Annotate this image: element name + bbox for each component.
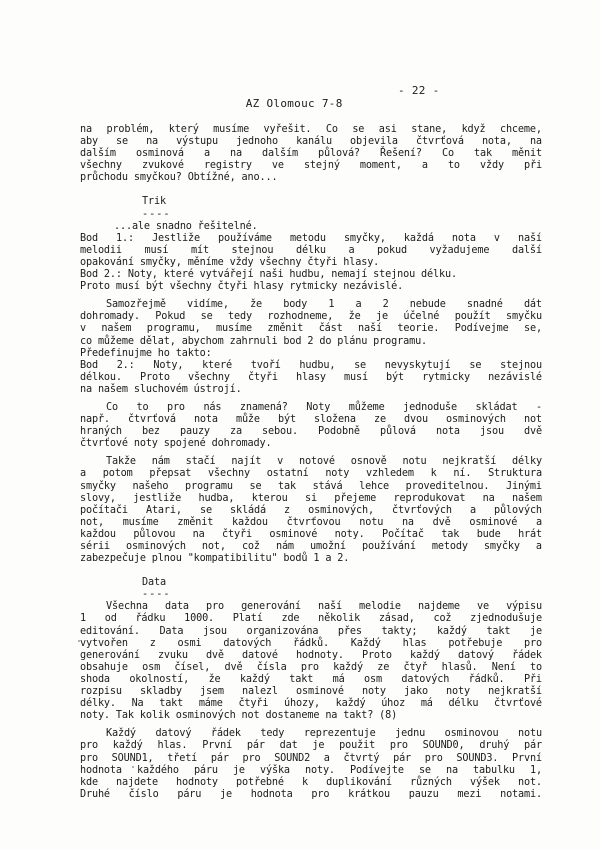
text-line: Samozřejmě vidíme, že body 1 a 2 nebude snadné dát <box>106 299 542 311</box>
text-line: not, musíme změnit každou čtvrťovou notu na dvě osminové a <box>80 516 542 528</box>
page-number: - 22 - <box>398 84 440 97</box>
heading-underline: ---- <box>142 589 171 601</box>
text-line: pro SOUND1, třetí pár pro SOUND2 a čtvrtý pár pro SOUND3. První <box>80 752 542 764</box>
text-line: v našem programu, musíme změnit část naší teorie. Podívejme se, <box>80 323 542 335</box>
text-line: generování zvuku dvě datové hodnoty. Proto každý datový řádek <box>80 649 542 661</box>
text-line: co můžeme dělat, abychom zahrnuli bod 2 do plánu programu. <box>80 335 428 347</box>
scan-speck <box>78 640 80 642</box>
text-line: obsahuje osm čísel, dvě čísla pro každý ze čtyř hlasů. Není to <box>80 661 542 673</box>
text-line: aby se na výstupu jednoho kanálu objevila čtvrťová nota, na <box>80 136 542 148</box>
text-line: délky. Na takt máme čtyři úhozy, každý úhoz má délku čtvrťové <box>80 698 542 710</box>
text-line: sérii osminových not, což nám umožní používání metody smyčky a <box>80 541 542 552</box>
text-line: opakování smyčky, měníme vždy všechny čtyři hlasy. <box>80 256 380 268</box>
text-line: a potom přepsat všechny ostatní noty vzhledem k ní. Struktura <box>80 468 542 480</box>
text-line: pro každý hlas. První pár dat je použit pro SOUND0, druhý pár <box>80 740 542 752</box>
document-body <box>80 124 542 801</box>
text-line: na našem sluchovém ústrojí. <box>80 383 242 395</box>
text-line: Druhé číslo páru je hodnota pro krátkou pauzu mezi notami. <box>80 788 542 800</box>
paragraph <box>80 299 542 396</box>
text-line: zabezpečuje plnou "kompatibilitu" bodů 1 a 2. <box>80 553 350 565</box>
text-line: 1 od řádku 1000. Platí zde několik zásad, což zjednodušuje <box>80 613 542 625</box>
text-line: délkou. Proto všechny čtyři hlasy musí být rytmicky nezávislé <box>80 371 542 383</box>
paragraph <box>80 402 542 450</box>
text-line: Všechna data pro generování naší melodie najdeme ve výpisu <box>106 601 542 613</box>
paragraph <box>80 456 542 565</box>
paragraph <box>80 728 542 801</box>
text-line: rozpisu skladby jsem nalezl osminové noty jako noty nejkratší <box>80 686 542 698</box>
text-line: hraných bez pauzy za sebou. Podobně půlová nota jsou dvě <box>80 426 542 438</box>
text-line: Bod 2.: Noty, které vytvářejí naši hudbu, nemají stejnou délku. <box>80 269 457 281</box>
text-line: smyčky našeho programu se tak stává lehce proveditelnou. Jinými <box>80 480 542 492</box>
section-heading: Trik <box>142 196 166 208</box>
section-gap <box>80 184 542 196</box>
text-line: Předefinujme ho takto: <box>80 347 212 359</box>
heading-underline: ---- <box>142 208 171 220</box>
text-line: počítači Atari, se skládá z osminových, čtvrťových a půlových <box>80 504 542 516</box>
text-line: vytvořen z osmi datových řádků. Každý hlas potřebuje pro <box>80 637 542 649</box>
text-line: každou půlovou na čtyři osminové noty. Počítač tak bude hrát <box>80 528 542 540</box>
text-line: na problém, který musíme vyřešit. Co se asi stane, když chceme, <box>80 124 542 135</box>
paragraph <box>80 124 542 184</box>
text-line: Takže nám stačí najít v notové osnově notu nejkratší délky <box>106 456 542 468</box>
text-line: kde najdete hodnoty potřebné k duplikování různých výšek not. <box>80 776 542 788</box>
text-line: shoda okolností, že každý takt má osm datových řádků. Při <box>80 673 542 685</box>
text-line: čtvrťové noty spojené dohromady. <box>80 438 272 450</box>
text-line: Bod 1.: Jestliže používáme metodu smyčky, každá nota v naší <box>80 232 542 244</box>
header-title: AZ Olomouc 7-8 <box>245 97 343 110</box>
text-line: průchodu smyčkou? Obtížné, ano... <box>80 172 278 184</box>
text-line: editování. Data jsou organizována přes takty; každý takt je <box>80 625 542 637</box>
text-line: melodii musí mít stejnou délku a pokud vyžadujeme další <box>80 244 542 256</box>
text-line: noty. Tak kolik osminových not dostaneme na takt? (8) <box>80 710 398 722</box>
text-line: např. čtvrťová nota může být složena ze dvou osminových not <box>80 414 542 426</box>
text-line: dalším osminová a na dalším půlová? Řešení? Co tak měnit <box>80 148 542 160</box>
text-line: hodnota každého páru je výška noty. Podívejte se na tabulku 1, <box>80 764 542 776</box>
text-line: Proto musí být všechny čtyři hlasy rytmicky nezávislé. <box>80 281 404 293</box>
text-line: ...ale snadno řešitelné. <box>114 220 258 232</box>
text-line: Bod 2.: Noty, které tvoří hudbu, se nevyskytují se stejnou <box>80 359 542 371</box>
text-line: Každý datový řádek tedy reprezentuje jednu osminovou notu <box>106 728 542 740</box>
scan-speck <box>132 766 134 768</box>
text-line: Co to pro nás znamená? Noty můžeme jednoduše skládat - <box>106 401 542 413</box>
text-line: dohromady. Pokud se tedy rozhodneme, že je účelné použít smyčku <box>80 311 542 323</box>
text-line: slovy, jestliže hudba, kterou si přejeme reprodukovat na našem <box>80 492 542 504</box>
text-line: všechny zvukové registry ve stejný moment, a to vždy při <box>80 160 542 172</box>
section-gap <box>80 565 542 577</box>
paragraph <box>80 601 542 722</box>
section-heading: Data <box>142 577 166 589</box>
paragraph <box>80 221 542 294</box>
